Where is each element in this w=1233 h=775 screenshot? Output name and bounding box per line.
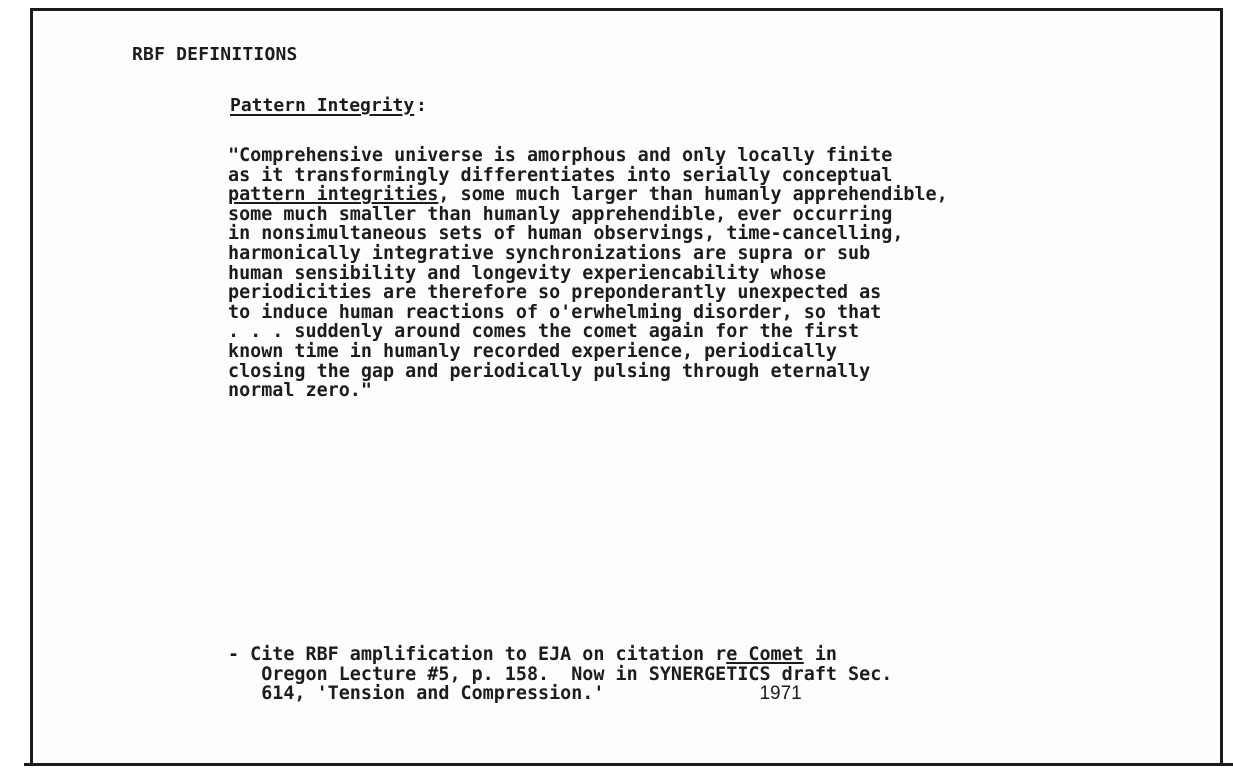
citation-line: in xyxy=(803,644,837,665)
citation-line: - Cite RBF amplification to EJA on citation re xyxy=(228,644,749,665)
quote-line: periodicities are therefore so preponderantly unexpected as xyxy=(228,282,882,304)
quote-line: some much smaller than humanly apprehendible, ever occurring xyxy=(228,203,893,225)
citation-underlined-word: Comet xyxy=(748,644,804,665)
definition-title-text: Pattern Integrity xyxy=(230,95,415,116)
quote-line: , some much larger than humanly apprehendible, xyxy=(438,184,948,206)
quote-line: normal zero." xyxy=(228,380,372,402)
quote-line: as it transformingly differentiates into serially conceptual xyxy=(228,164,893,186)
definition-title xyxy=(230,95,414,116)
quote-line: "Comprehensive universe is amorphous and only locally finite xyxy=(228,145,893,166)
quote-line: to induce human reactions of o'erwhelming disorder, so that xyxy=(228,301,882,323)
quote-line: . . . suddenly around comes the comet again for the first xyxy=(228,321,860,343)
citation xyxy=(228,645,892,704)
citation-line: 614, 'Tension and Compression.' xyxy=(261,683,605,705)
bottom-border xyxy=(24,763,1233,766)
quote-line: known time in humanly recorded experience, periodically xyxy=(228,340,837,362)
quote-line: in nonsimultaneous sets of human observings, time-cancelling, xyxy=(228,223,904,245)
document-heading: RBF DEFINITIONS xyxy=(132,44,298,65)
quote-underlined-term: pattern integrities xyxy=(228,184,439,206)
citation-line: Oregon Lecture #5, p. 158. Now in SYNERGE xyxy=(261,663,727,685)
quote-line: human sensibility and longevity experiencability whose xyxy=(228,262,826,284)
definition-quote xyxy=(228,146,948,401)
citation-year: 1971 xyxy=(759,683,802,705)
quote-line: harmonically integrative synchronizations are supra or sub xyxy=(228,242,871,264)
citation-line: raft Sec. xyxy=(792,663,893,685)
citation-overlined-text: TICS d xyxy=(726,663,793,685)
definition-title-colon: : xyxy=(416,95,427,116)
quote-line: closing the gap and periodically pulsing through eternally xyxy=(228,360,871,382)
